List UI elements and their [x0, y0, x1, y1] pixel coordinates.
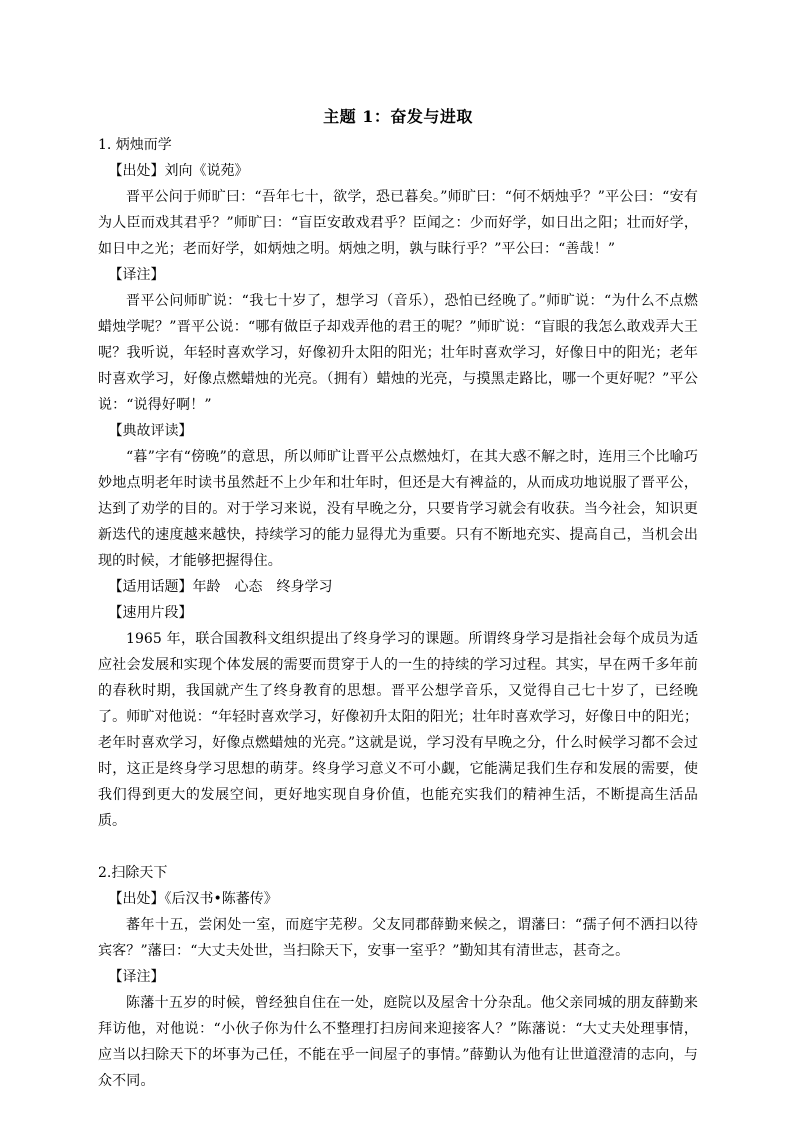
- source-line: [98, 158, 698, 184]
- source-label: 【出处】: [108, 891, 165, 907]
- original-text: 蕃年十五，尝闲处一室，而庭宇芜秽。父友同郡薛勤来候之，谓藩曰：“孺子何不洒扫以待宾客？”藩曰：“大丈夫处世，当扫除天下，安事一室乎？”勤知其有清世志，甚奇之。: [98, 917, 698, 959]
- page-title: 主题 1：奋发与进取: [323, 107, 473, 126]
- commentary-text: “暮”字有“傍晚”的意思，所以师旷让晋平公点燃烛灯，在其大惑不解之时，连用三个比喻巧妙地点明老年时读书虽然赶不上少年和壮年时，但还是大有裨益的，从而成功地说服了晋平公，达到了劝学的目的。对于学习来说，没有早晚之分，只要肯学习就会有收获。当今社会，知识更新迭代的速度越来越快，持续学习的能力显得尤为重要。只有不断地充实、提高自己，当机会出现的时候，才能够把握得住。: [98, 449, 698, 569]
- translation-text: 陈藩十五岁的时候，曾经独自住在一处，庭院以及屋舍十分杂乱。他父亲同城的朋友薛勤来拜访他，对他说：“小伙子你为什么不整理打扫房间来迎接客人？”陈藩说：“大丈夫处理事情，应当以扫除天下的坏事为己任，不能在乎一间屋子的事情。”薛勤认为他有让世道澄清的志向，与众不同。: [98, 995, 698, 1089]
- section-heading: 2.扫除天下: [98, 865, 168, 881]
- commentary-label: 【典故评读】: [108, 423, 193, 439]
- source-label: 【出处】: [108, 163, 165, 179]
- document-page: [98, 104, 698, 1094]
- source-value: 《后汉书•陈蕃传》: [164, 891, 278, 907]
- original-text: 晋平公问于师旷曰：“吾年七十，欲学，恐已暮矣。”师旷曰：“何不炳烛乎？”平公曰：“安有为人臣而戏其君乎？”师旷曰：“盲臣安敢戏君乎？臣闻之：少而好学，如日出之阳；壮而好学，如日中之光；老而好学，如炳烛之明。炳烛之明，孰与昧行乎？”平公曰：“善哉！”: [98, 189, 698, 257]
- fragment-text: 1965 年，联合国教科文组织提出了终身学习的课题。所谓终身学习是指社会每个成员为适应社会发展和实现个体发展的需要而贯穿于人的一生的持续的学习过程。其实，早在两千多年前的春秋时期，我国就产生了终身教育的思想。晋平公想学音乐，又觉得自己七十岁了，已经晚了。师旷对他说：“年轻时喜欢学习，好像初升太阳的阳光；壮年时喜欢学习，好像日中的阳光；老年时喜欢学习，好像点燃蜡烛的光亮。”这就是说，学习没有早晚之分，什么时候学习都不会过时，这正是终身学习思想的萌芽。终身学习意义不可小觑，它能满足我们生存和发展的需要，使我们得到更大的发展空间，更好地实现自身价值，也能充实我们的精神生活，不断提高生活品质。: [98, 631, 698, 829]
- translation-label: 【译注】: [108, 969, 165, 985]
- topics-label: 【适用话题】: [108, 579, 193, 595]
- translation-label: 【译注】: [108, 267, 165, 283]
- fragment-label: 【速用片段】: [108, 605, 193, 621]
- section-spacer: [98, 834, 698, 860]
- translation-text: 晋平公问师旷说：“我七十岁了，想学习（音乐），恐怕已经晚了。”师旷说：“为什么不点燃蜡烛学呢？”晋平公说：“哪有做臣子却戏弄他的君王的呢？”师旷说：“盲眼的我怎么敢戏弄大王呢？我听说，年轻时喜欢学习，好像初升太阳的阳光；壮年时喜欢学习，好像日中的阳光；老年时喜欢学习，好像点燃蜡烛的光亮。（拥有）蜡烛的光亮，与摸黑走路比，哪一个更好呢？”平公说：“说得好啊！”: [98, 293, 698, 413]
- topics-value: 年龄 心态 终身学习: [192, 579, 333, 595]
- source-line: [98, 886, 698, 912]
- source-value: 刘向《说苑》: [164, 163, 249, 179]
- topics-line: [98, 574, 698, 600]
- section-heading: 1. 炳烛而学: [98, 137, 172, 153]
- section-2: [98, 860, 698, 1094]
- section-1: [98, 132, 698, 834]
